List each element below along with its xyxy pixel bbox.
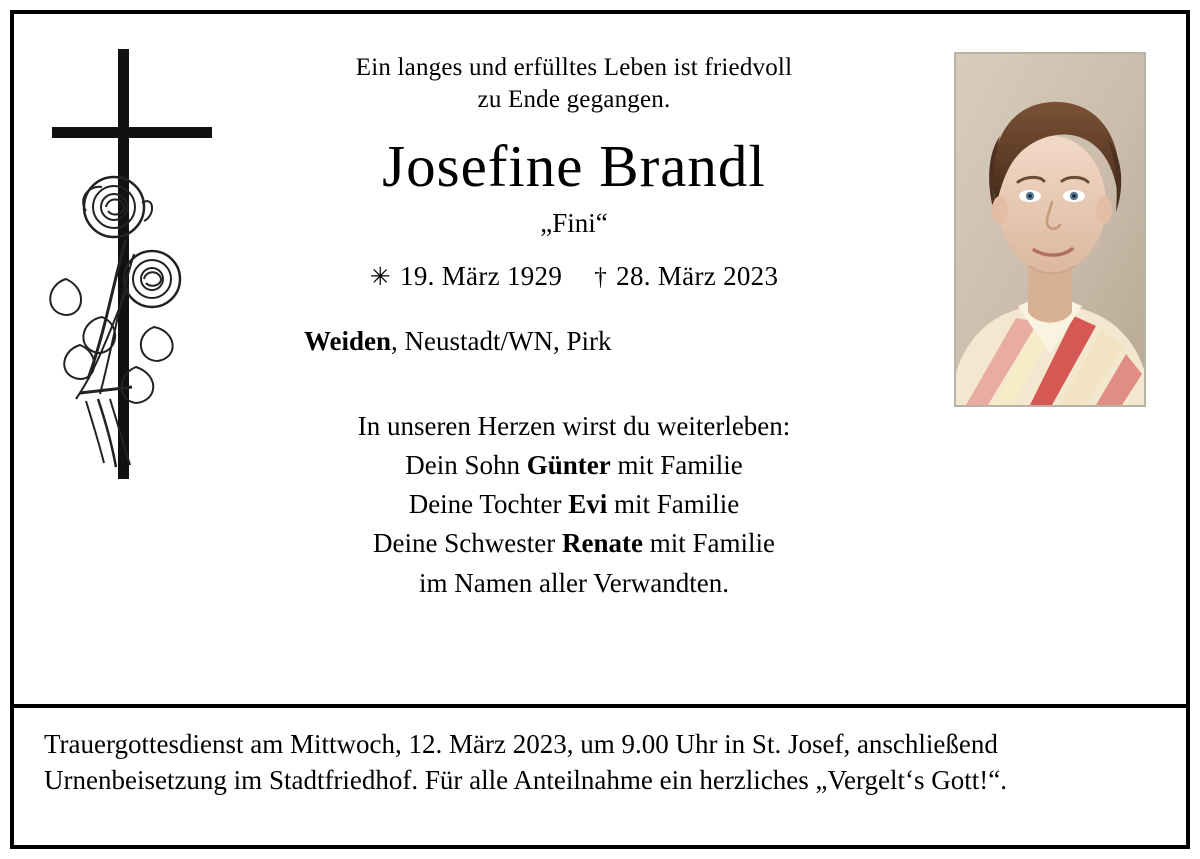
birth-date: 19. März 1929 xyxy=(400,260,563,291)
cross-with-roses-icon xyxy=(36,49,226,479)
survivors-closing: im Namen aller Verwandten. xyxy=(419,567,729,598)
service-details xyxy=(44,726,1156,799)
section-divider xyxy=(14,704,1186,708)
service-line-1: Trauergottesdienst am Mittwoch, 12. März 2023, um 9.00 Uhr in St. Josef, anschließend xyxy=(44,729,998,759)
survivor-line xyxy=(244,524,904,563)
intro-line-1: Ein langes und erfülltes Leben ist friedvoll xyxy=(355,54,793,81)
survivors-block xyxy=(244,407,904,603)
survivor-suffix: mit Familie xyxy=(607,489,740,520)
death-date: 28. März 2023 xyxy=(616,260,779,291)
survivor-line xyxy=(244,485,904,524)
birth-symbol-icon: ✳ xyxy=(369,263,391,291)
main-text-column xyxy=(244,52,904,603)
survivor-prefix: Deine Tochter xyxy=(408,489,569,520)
other-places: , Neustadt/WN, Pirk xyxy=(391,325,612,356)
survivor-name: Günter xyxy=(526,450,611,481)
death-symbol-icon: † xyxy=(594,263,608,291)
survivor-prefix: Deine Schwester xyxy=(373,528,562,559)
deceased-name: Josefine Brandl xyxy=(382,133,766,199)
notice-content xyxy=(14,14,1186,845)
survivor-line xyxy=(244,446,904,485)
life-dates xyxy=(244,261,904,292)
service-line-2: Urnenbeisetzung im Stadtfriedhof. Für alle Anteilnahme ein herzliches „Vergelt‘s Gott!“. xyxy=(44,765,1007,796)
survivors-heading: In unseren Herzen wirst du weiterleben: xyxy=(357,410,791,441)
portrait-photo xyxy=(954,52,1146,407)
intro-line-2: zu Ende gegangen. xyxy=(477,86,671,113)
intro-text xyxy=(244,52,904,116)
survivor-name: Evi xyxy=(568,489,608,520)
survivor-suffix: mit Familie xyxy=(610,450,743,481)
deceased-nickname: „Fini“ xyxy=(540,207,608,238)
places-line xyxy=(244,326,904,357)
home-place: Weiden xyxy=(304,325,392,356)
survivor-name: Renate xyxy=(561,528,643,559)
survivor-suffix: mit Familie xyxy=(642,528,775,559)
survivor-prefix: Dein Sohn xyxy=(405,450,527,481)
